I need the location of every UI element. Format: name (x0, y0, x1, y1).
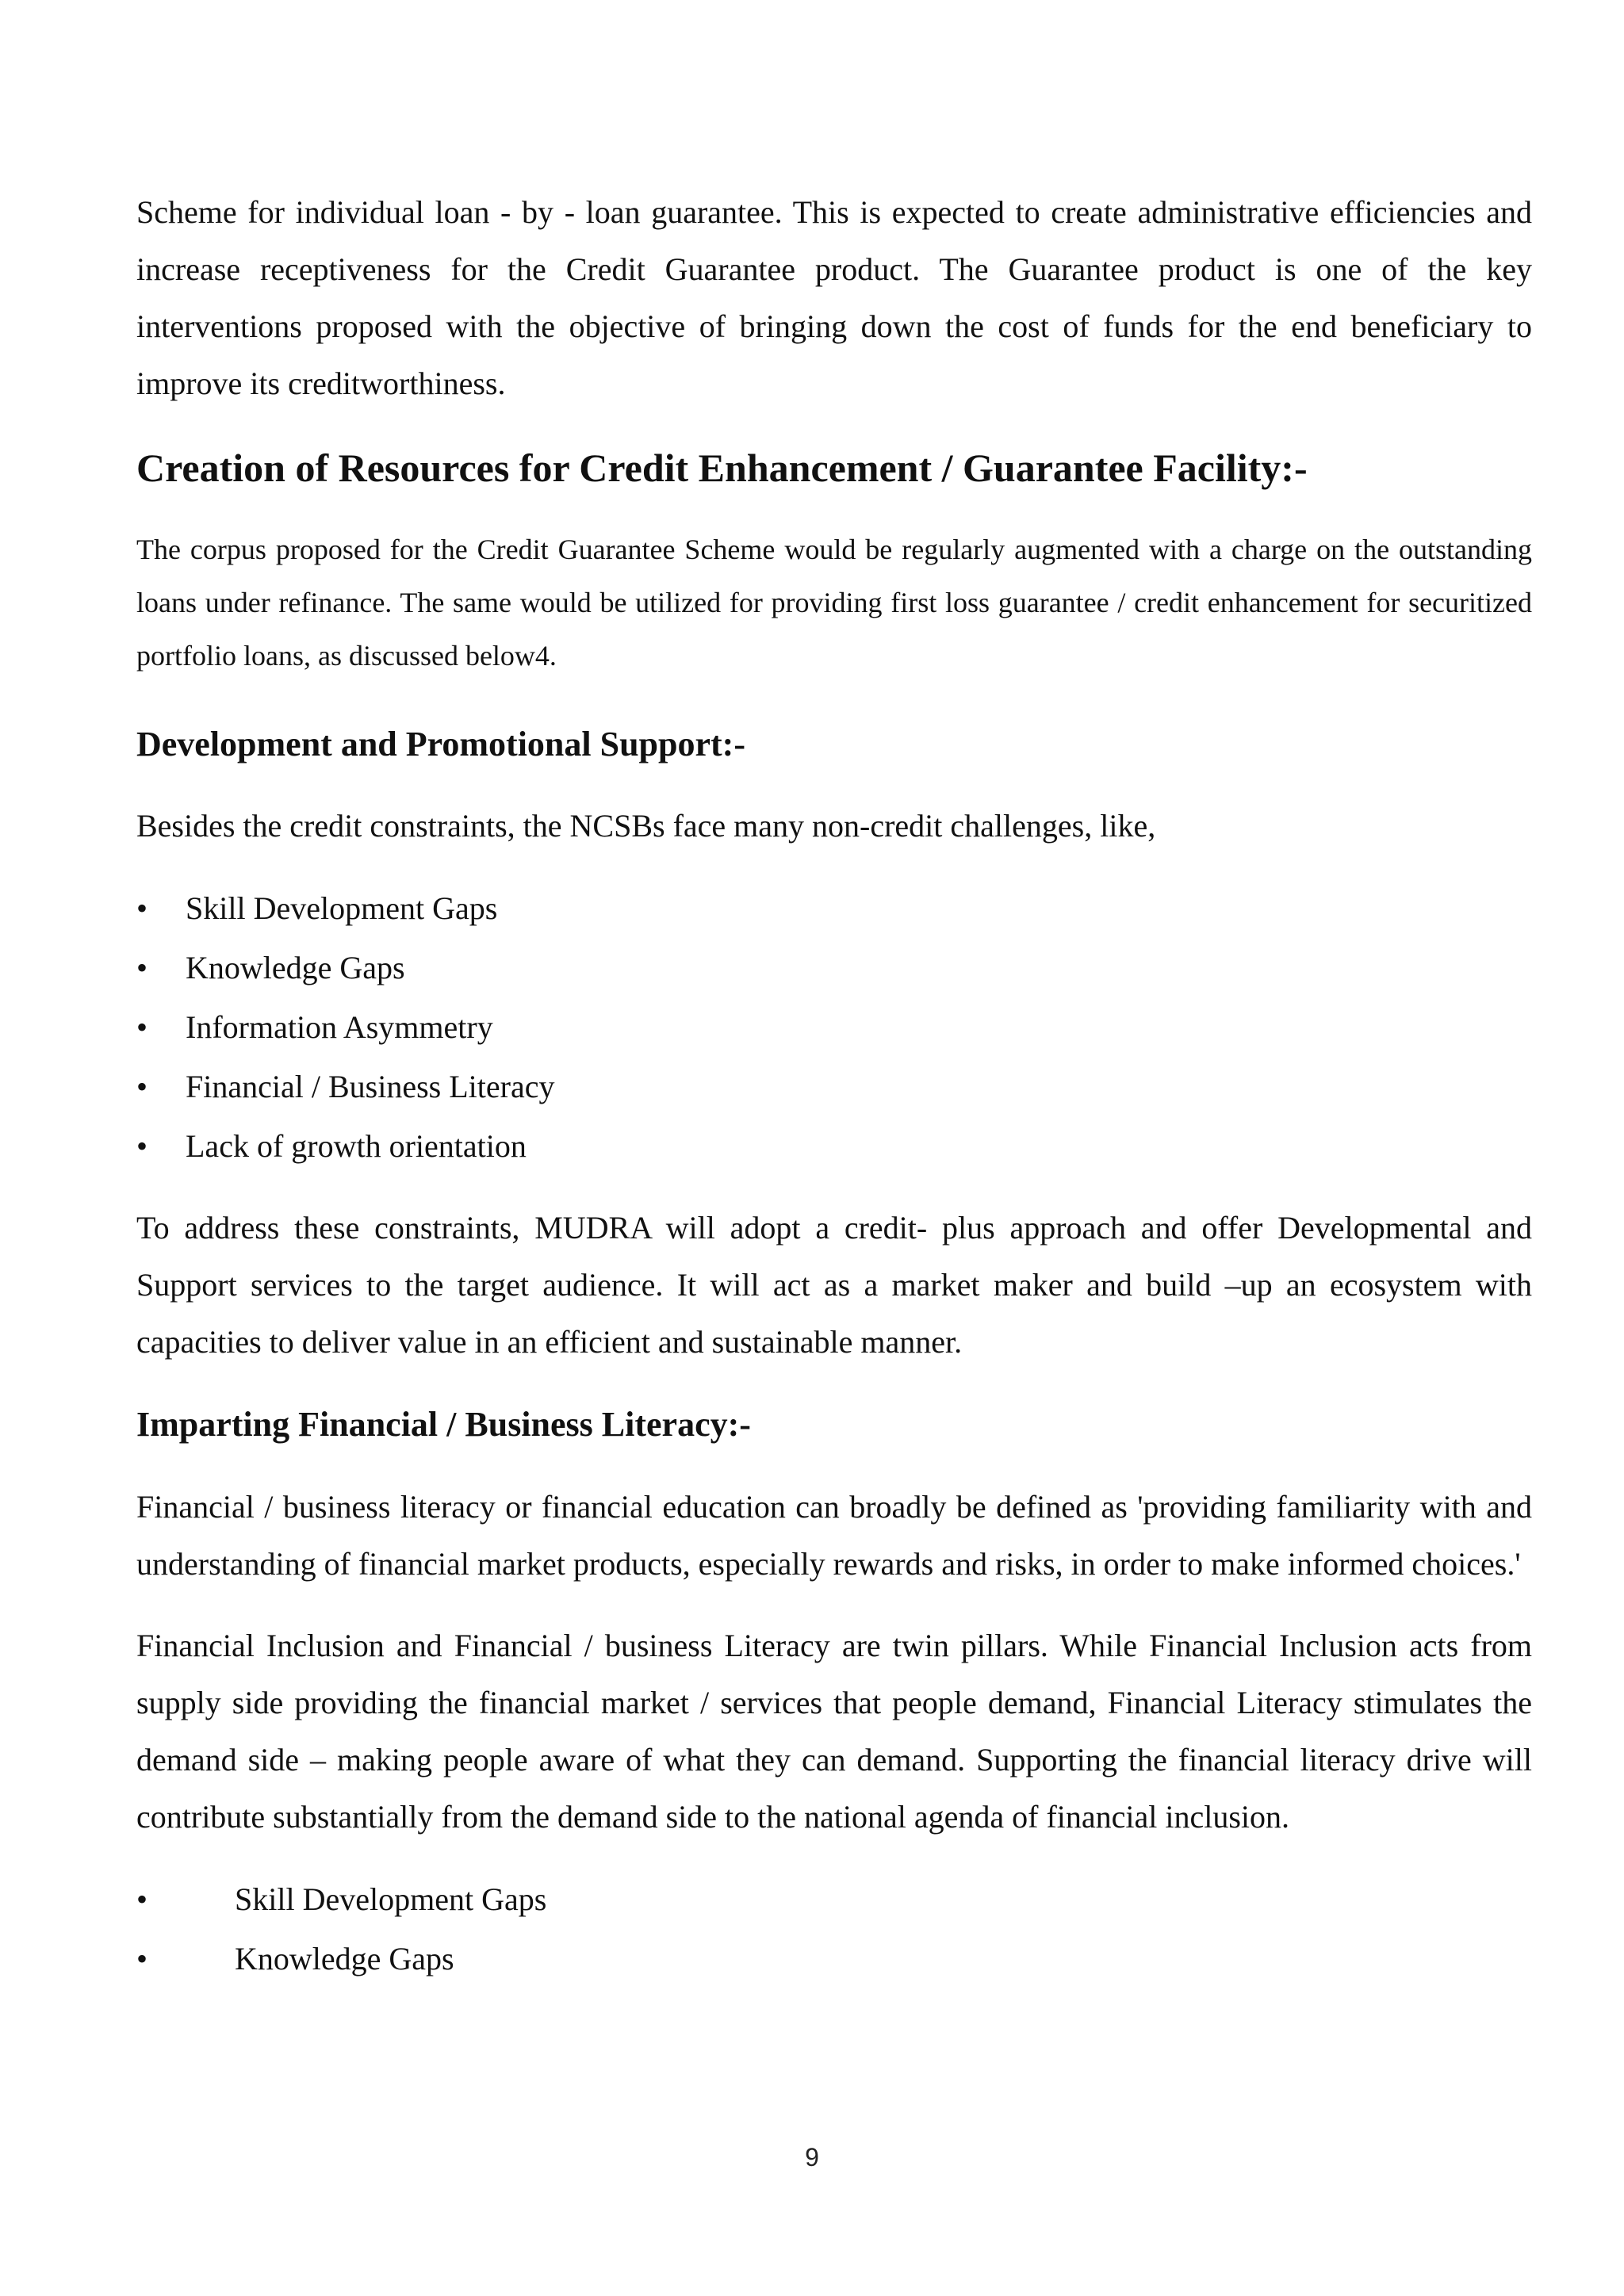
heading-financial-literacy: Imparting Financial / Business Literacy:- (136, 1405, 751, 1444)
paragraph-literacy-definition: Financial / business literacy or financial education can broadly be defined as 'providing familiarity with and understanding of financial market products, especially rewards and risks, in order to make informed choices.' (136, 1489, 1532, 1582)
bullet-list-gaps (136, 1869, 1532, 1988)
paragraph-twin-pillars: Financial Inclusion and Financial / business Literacy are twin pillars. While Financial Inclusion acts from supply side providing the financial market / services that people demand, Financial Literacy stimulates the demand side – making people aware of what they can demand. Supporting the financial literacy drive will contribute substantially from the demand side to the national agenda of financial inclusion. (136, 1628, 1532, 1835)
document-page (136, 184, 1532, 1988)
bullet-icon: • (136, 950, 148, 985)
bullet-icon: • (136, 1941, 148, 1976)
paragraph-guarantee-scheme: Scheme for individual loan - by - loan guarantee. This is expected to create administrative efficiencies and increase receptiveness for the Credit Guarantee product. The Guarantee product is one of the key interventions proposed with the objective of bringing down the cost of funds for the end beneficiary to improve its creditworthiness. (136, 194, 1532, 401)
paragraph-credit-constraints: Besides the credit constraints, the NCSBs face many non-credit challenges, like, (136, 808, 1156, 844)
bullet-icon: • (136, 1069, 148, 1104)
list-item: • Information Asymmetry (136, 997, 1532, 1057)
bullet-icon: • (136, 1009, 148, 1045)
list-item: • Lack of growth orientation (136, 1116, 1532, 1176)
list-item: • Financial / Business Literacy (136, 1057, 1532, 1116)
heading-creation-of-resources: Creation of Resources for Credit Enhancement / Guarantee Facility:- (136, 446, 1308, 490)
heading-development-support: Development and Promotional Support:- (136, 725, 745, 763)
bullet-icon: • (136, 1128, 148, 1164)
list-item: • Skill Development Gaps (136, 878, 1532, 938)
list-item: • Knowledge Gaps (136, 1929, 1532, 1988)
paragraph-corpus: The corpus proposed for the Credit Guarantee Scheme would be regularly augmented with a charge on the outstanding loans under refinance. The same would be utilized for providing first loss guarantee / credit enhancement for securitized portfolio loans, as discussed below4. (136, 534, 1532, 672)
list-item: • Knowledge Gaps (136, 938, 1532, 997)
bullet-list-challenges (136, 878, 1532, 1176)
page-number: 9 (805, 2143, 819, 2172)
list-item: • Skill Development Gaps (136, 1869, 1532, 1929)
paragraph-mudra-approach: To address these constraints, MUDRA will adopt a credit- plus approach and offer Developmental and Support services to the target audience. It will act as a market maker and build –up an ecosystem with capacities to deliver value in an efficient and sustainable manner. (136, 1210, 1532, 1360)
bullet-icon: • (136, 1881, 148, 1917)
bullet-icon: • (136, 890, 148, 926)
